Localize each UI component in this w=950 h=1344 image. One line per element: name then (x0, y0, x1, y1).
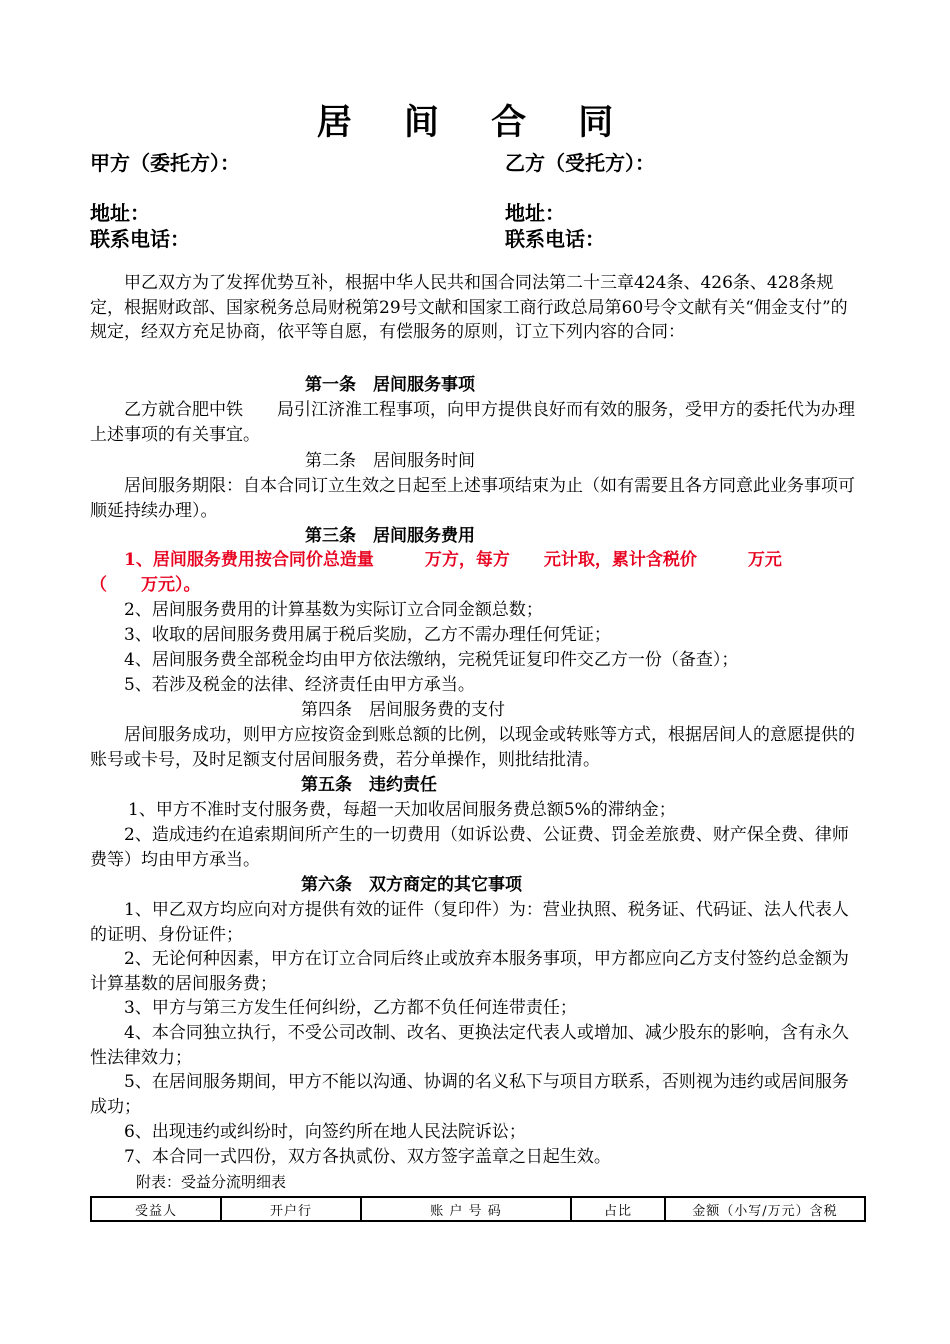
article-5-item: 2、造成违约在追索期间所产生的一切费用（如诉讼费、公证费、罚金差旅费、财产保全费、律师费等）均由甲方承当。 (90, 825, 849, 870)
article-6-item: 4、本合同独立执行，不受公司改制、改名、更换法定代表人或增加、减少股东的影响，含有永久性法律效力； (90, 1023, 849, 1068)
article-3-heading: 第三条 居间服务费用 (305, 526, 475, 546)
service-fee-terms-line2: （ 万元）。 (90, 575, 201, 595)
article-1-heading: 第一条 居间服务事项 (305, 375, 475, 395)
page-title: 居 间 合 同 (316, 102, 634, 143)
service-fee-terms-line1: 1、居间服务费用按合同价总造量 万方，每方 元计取，累计含税价 万元 (124, 550, 782, 570)
article-6-heading: 第六条 双方商定的其它事项 (301, 875, 522, 895)
party-b-address: 地址： (505, 201, 565, 225)
article-3-item: 4、居间服务费全部税金均由甲方依法缴纳，完税凭证复印件交乙方一份（备查）； (124, 650, 739, 670)
article-6-item: 6、出现违约或纠纷时，向签约所在地人民法院诉讼； (124, 1122, 526, 1142)
article-3-item: 2、居间服务费用的计算基数为实际订立合同金额总数； (124, 600, 543, 620)
party-b-phone: 联系电话： (505, 227, 605, 251)
column-header-bank: 开户行 (221, 1197, 361, 1221)
article-1-text: 乙方就合肥中铁 局引江济淮工程事项，向甲方提供良好而有效的服务，受甲方的委托代为办理上述事项的有关事宜。 (90, 400, 855, 445)
party-b-label: 乙方（受托方）： (505, 151, 655, 175)
article-3-item: 3、收取的居间服务费用属于税后奖励，乙方不需办理任何凭证； (124, 625, 611, 645)
party-a-phone: 联系电话： (90, 227, 190, 251)
article-5-item: 1、甲方不准时支付服务费，每超一天加收居间服务费总额5%的滞纳金； (128, 800, 676, 820)
article-2-text: 居间服务期限：自本合同订立生效之日起至上述事项结束为止（如有需要且各方同意此业务事项可顺延持续办理）。 (90, 476, 855, 521)
article-4-heading: 第四条 居间服务费的支付 (301, 700, 505, 720)
party-a-address: 地址： (90, 201, 150, 225)
article-6-item: 5、在居间服务期间，甲方不能以沟通、协调的名义私下与项目方联系，否则视为违约或居间服务成功； (90, 1072, 849, 1117)
article-6-item: 3、甲方与第三方发生任何纠纷，乙方都不负任何连带责任； (124, 998, 577, 1018)
column-header-account-number: 账 户 号 码 (361, 1197, 571, 1221)
article-2-heading: 第二条 居间服务时间 (305, 451, 475, 471)
article-6-item: 2、无论何种因素，甲方在订立合同后终止或放弃本服务事项，甲方都应向乙方支付签约总金额为计算基数的居间服务费； (90, 949, 849, 994)
table-header-row (91, 1197, 865, 1221)
beneficiary-table (90, 1196, 866, 1222)
article-5-heading: 第五条 违约责任 (301, 775, 437, 795)
attachment-note: 附表：受益分流明细表 (136, 1173, 287, 1191)
article-6-item: 1、甲乙双方均应向对方提供有效的证件（复印件）为：营业执照、税务证、代码证、法人代表人的证明、身份证件； (90, 900, 849, 945)
article-4-text: 居间服务成功，则甲方应按资金到账总额的比例，以现金或转账等方式，根据居间人的意愿提供的账号或卡号，及时足额支付居间服务费，若分单操作，则批结批清。 (90, 725, 855, 770)
article-3-item: 5、若涉及税金的法律、经济责任由甲方承当。 (124, 675, 475, 695)
preamble-paragraph: 甲乙双方为了发挥优势互补，根据中华人民共和国合同法第二十三章424条、426条、428条规定，根据财政部、国家税务总局财税第29号文献和国家工商行政总局第60号令文献有关“佣金支付”的规定，经双方充足协商，依平等自愿，有偿服务的原则，订立下列内容的合同： (90, 273, 848, 342)
column-header-share: 占比 (571, 1197, 665, 1221)
party-a-label: 甲方（委托方）： (90, 151, 240, 175)
column-header-amount: 金额（小写/万元）含税 (665, 1197, 865, 1221)
article-6-item: 7、本合同一式四份，双方各执贰份、双方签字盖章之日起生效。 (124, 1147, 611, 1167)
column-header-beneficiary: 受益人 (91, 1197, 221, 1221)
